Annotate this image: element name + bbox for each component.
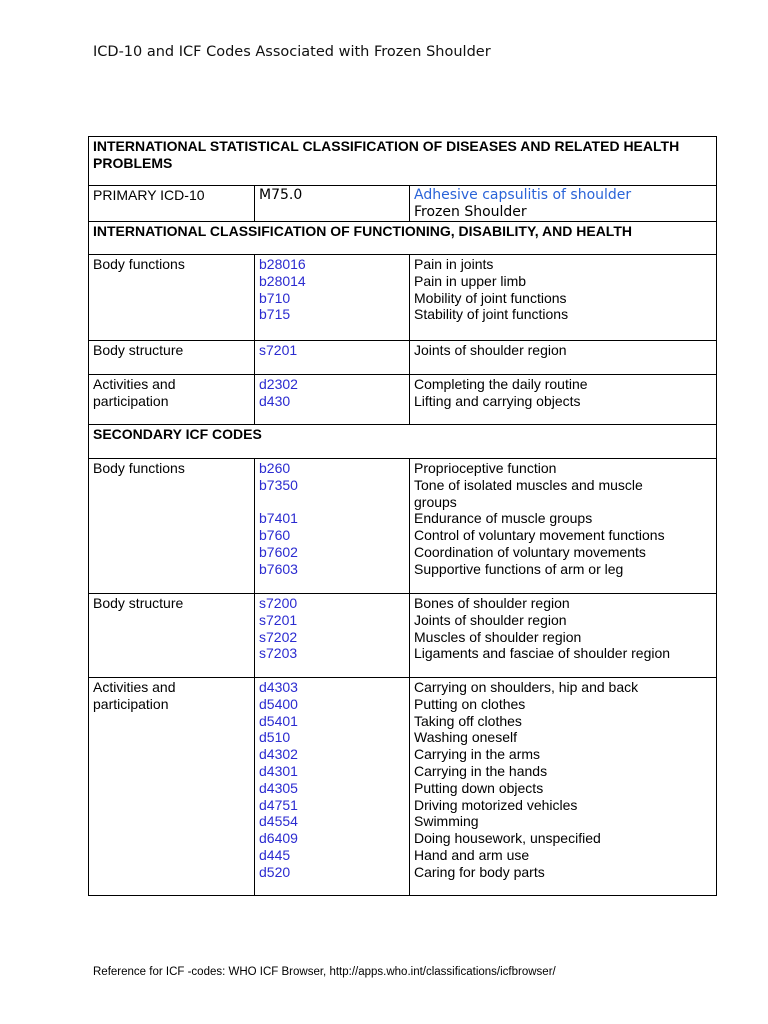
icf-codes-cell xyxy=(255,375,410,425)
icf-description: Putting down objects xyxy=(414,779,544,796)
icf-category-line: participation xyxy=(93,695,169,712)
icf-code[interactable]: b28014 xyxy=(259,272,306,289)
icf-descriptions-cell xyxy=(410,375,717,425)
icf-code[interactable]: b7401 xyxy=(259,510,298,527)
icf-code[interactable]: s7201 xyxy=(259,342,298,358)
icf-category-line: Body functions xyxy=(93,460,185,476)
icf-row xyxy=(89,341,717,375)
icf-row xyxy=(89,594,717,678)
icf-category-line: Body structure xyxy=(93,342,184,358)
icf-code[interactable]: s7202 xyxy=(259,628,298,645)
icf-description: Lifting and carrying objects xyxy=(414,392,581,409)
icf-code[interactable]: d5400 xyxy=(259,695,298,712)
icf-code[interactable]: d4305 xyxy=(259,779,298,796)
icf-row xyxy=(89,459,717,594)
icf-descriptions-cell xyxy=(410,255,717,341)
icd-header: INTERNATIONAL STATISTICAL CLASSIFICATION OF DISEASES AND RELATED HEALTH PROBLEMS xyxy=(89,137,717,186)
secondary-header: SECONDARY ICF CODES xyxy=(89,425,717,459)
icf-descriptions-cell xyxy=(410,459,717,594)
icf-code[interactable]: b7603 xyxy=(259,560,298,577)
primary-icd-row xyxy=(89,186,717,222)
icf-code[interactable]: s7200 xyxy=(259,595,298,611)
icf-description: Supportive functions of arm or leg xyxy=(414,560,624,577)
reference-footer: Reference for ICF -codes: WHO ICF Browser, http://apps.who.int/classifications/icfbrowser/ xyxy=(93,966,556,978)
icf-category-cell xyxy=(89,341,255,375)
icf-description: Stability of joint functions xyxy=(414,306,569,323)
icf-code[interactable]: b260 xyxy=(259,460,291,476)
icf-description: Coordination of voluntary movements xyxy=(414,543,646,560)
icf-code[interactable]: d445 xyxy=(259,846,291,863)
secondary-icf-section xyxy=(89,459,717,896)
icf-descriptions-cell xyxy=(410,678,717,896)
icf-code[interactable]: b715 xyxy=(259,306,291,323)
icf-category-line: Body structure xyxy=(93,595,184,611)
icf-code[interactable]: b7350 xyxy=(259,476,298,493)
icf-codes-cell xyxy=(255,459,410,594)
icf-description: Carrying in the arms xyxy=(414,746,541,763)
icf-row xyxy=(89,375,717,425)
document-title: ICD-10 and ICF Codes Associated with Frozen Shoulder xyxy=(93,44,491,60)
icf-code[interactable]: d5401 xyxy=(259,712,298,729)
icf-header: INTERNATIONAL CLASSIFICATION OF FUNCTIONING, DISABILITY, AND HEALTH xyxy=(89,222,717,255)
icf-codes-cell xyxy=(255,594,410,678)
icf-code[interactable]: d4302 xyxy=(259,746,298,763)
primary-icd-description xyxy=(410,186,717,222)
icf-description: Hand and arm use xyxy=(414,846,530,863)
icf-category-cell xyxy=(89,678,255,896)
icf-description: Endurance of muscle groups xyxy=(414,510,593,527)
icf-code[interactable]: d4751 xyxy=(259,796,298,813)
icf-description: Control of voluntary movement functions xyxy=(414,527,665,544)
icf-description: Washing oneself xyxy=(414,729,517,746)
icf-description: Caring for body parts xyxy=(414,863,545,880)
icf-code[interactable]: d430 xyxy=(259,392,291,409)
icf-description: Joints of shoulder region xyxy=(414,611,567,628)
icf-code[interactable]: b760 xyxy=(259,527,291,544)
icf-code[interactable]: b7602 xyxy=(259,543,298,560)
icf-codes-cell xyxy=(255,341,410,375)
icf-description: Taking off clothes xyxy=(414,712,522,729)
icf-code[interactable]: s7201 xyxy=(259,611,298,628)
icf-code[interactable]: d4554 xyxy=(259,813,298,830)
icf-description: Putting on clothes xyxy=(414,695,526,712)
icd-header-row xyxy=(89,137,717,186)
icf-category-cell xyxy=(89,594,255,678)
icf-codes-cell xyxy=(255,255,410,341)
icf-header-row xyxy=(89,222,717,255)
icf-code[interactable]: d4301 xyxy=(259,762,298,779)
codes-table xyxy=(88,136,717,896)
primary-icd-subtitle: Frozen Shoulder xyxy=(414,203,527,220)
icf-description: Pain in joints xyxy=(414,256,494,272)
icf-category-line: Activities and xyxy=(93,376,176,392)
icf-code[interactable]: d2302 xyxy=(259,376,298,392)
icf-description: Ligaments and fasciae of shoulder region xyxy=(414,645,671,662)
icf-category-line: Activities and xyxy=(93,679,176,695)
icf-code[interactable]: s7203 xyxy=(259,645,298,662)
icf-code[interactable]: d510 xyxy=(259,729,291,746)
icf-category-cell xyxy=(89,375,255,425)
icf-row xyxy=(89,255,717,341)
icf-description: Completing the daily routine xyxy=(414,376,588,392)
icf-description: Carrying on shoulders, hip and back xyxy=(414,679,639,695)
icf-code[interactable]: d4303 xyxy=(259,679,298,695)
primary-icf-section xyxy=(89,255,717,425)
primary-icd-code: M75.0 xyxy=(255,186,410,222)
icf-description: Bones of shoulder region xyxy=(414,595,570,611)
icf-category-line: Body functions xyxy=(93,256,185,272)
icf-descriptions-cell xyxy=(410,594,717,678)
icf-description: Mobility of joint functions xyxy=(414,289,567,306)
icf-code[interactable]: b28016 xyxy=(259,256,306,272)
icf-description: Pain in upper limb xyxy=(414,272,527,289)
icf-description: Proprioceptive function xyxy=(414,460,557,476)
icf-description: Driving motorized vehicles xyxy=(414,796,578,813)
icf-description: Tone of isolated muscles and muscle xyxy=(414,476,643,493)
primary-icd-label: PRIMARY ICD-10 xyxy=(89,186,255,222)
icf-category-cell xyxy=(89,459,255,594)
icf-code[interactable]: b710 xyxy=(259,289,291,306)
icf-description: Joints of shoulder region xyxy=(414,342,567,358)
icf-description: Muscles of shoulder region xyxy=(414,628,582,645)
icf-category-line: participation xyxy=(93,392,169,409)
icf-codes-cell xyxy=(255,678,410,896)
icf-description: Doing housework, unspecified xyxy=(414,830,601,847)
primary-icd-link[interactable]: Adhesive capsulitis of shoulder xyxy=(414,187,632,203)
icf-description: Swimming xyxy=(414,813,479,830)
icf-code[interactable]: d6409 xyxy=(259,830,298,847)
secondary-header-row xyxy=(89,425,717,459)
icf-descriptions-cell xyxy=(410,341,717,375)
icf-code[interactable]: d520 xyxy=(259,863,291,880)
icf-category-cell xyxy=(89,255,255,341)
icf-code[interactable] xyxy=(259,494,405,511)
icf-description: Carrying in the hands xyxy=(414,762,548,779)
icf-description: groups xyxy=(414,493,457,510)
icf-row xyxy=(89,678,717,896)
